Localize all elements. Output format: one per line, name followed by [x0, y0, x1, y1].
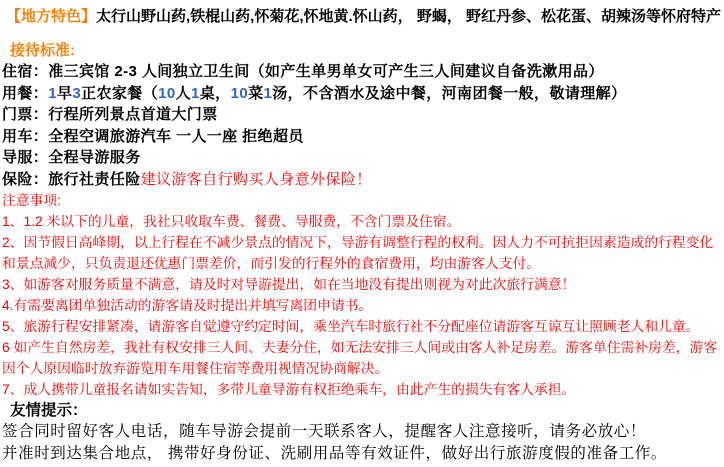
meals-number: 1: [263, 84, 273, 102]
notice-item: 3、如游客对服务质量不满意，请及时对导游提出，如在当地没有提出则视为对此次旅行满意！: [2, 277, 576, 292]
bus-text: 全程空调旅游汽车 一人一座 拒绝超员: [48, 127, 304, 145]
local-specialty-text: 太行山野山药,铁棍山药,怀菊花,怀地黄.怀山药， 野蝎， 野红丹参、松花蛋、胡辣汤等怀府特产: [96, 8, 722, 25]
insurance-warning: 建议游客自行购买人身意外保险！: [140, 170, 372, 188]
insurance-label: 保险：: [2, 170, 49, 188]
meals-number: 3: [72, 84, 82, 102]
notice-item: 6 如产生自然房差，我社有权安排三人间、夫妻分住，如无法安排三人间或由客人补足房差。游客单住需补房差，游客因个人原因临时放弃游览用车用餐住宿等费用视情况协商解决。: [2, 340, 718, 376]
meals-text: 汤，不含酒水及途中餐，河南团餐一般，敬请理解）: [272, 84, 627, 102]
tickets-text: 行程所列景点首道大门票: [48, 106, 218, 123]
meals-label: 用餐：: [2, 84, 49, 102]
lodging-label: 住宿：: [2, 63, 49, 80]
insurance-line: [2, 169, 724, 191]
friendly-reminder-title: 友情提示：: [10, 402, 88, 419]
bus-line: [2, 126, 724, 148]
insurance-text: 旅行社责任险: [48, 170, 141, 188]
bus-label: 用车：: [2, 127, 49, 145]
lodging-text: 准三宾馆 2-3 人间独立卫生间（如产生单男单女可产生三人间建议自备洗漱用品）: [48, 63, 604, 80]
notice-item: 4.有需要离团单独活动的游客请及时提出并填写离团申请书。: [2, 298, 373, 313]
guide-text: 全程导游服务: [48, 149, 141, 166]
meals-text: 正农家餐（: [81, 84, 159, 102]
notices-title: 注意事项:: [2, 193, 62, 208]
friendly-reminder-line: 并准时到达集合地点， 携带好身份证、洗刷用品等有效证件，做好出行旅游度假的准备工作。: [2, 444, 668, 462]
lodging-line: [2, 61, 724, 83]
meals-number: 10: [230, 84, 249, 102]
meals-text: 早: [56, 84, 73, 102]
tickets-line: [2, 104, 724, 126]
notice-item: 1、1.2 米以下的儿童，我社只收取车费、餐费、导服费，不含门票及住宿。: [2, 214, 461, 229]
reception-standard-title: 接待标准:: [10, 42, 75, 59]
meals-text: 人: [175, 84, 192, 102]
guide-label: 导服：: [2, 149, 49, 166]
friendly-reminder-line: 签合同时留好客人电话，随车导游会提前一天联系客人，提醒客人注意接听，请务必放心！: [2, 423, 647, 440]
guide-line: [2, 147, 724, 169]
tickets-label: 门票：: [2, 106, 49, 123]
notice-item: 7、成人携带儿童报名请如实告知，多带儿童导游有权拒绝乘车，由此产生的损失有客人承担。: [2, 382, 576, 397]
meals-text: 菜: [248, 84, 264, 102]
notices-section: [2, 190, 724, 400]
notice-item: 2、因节假日高峰期，以上行程在不减少景点的情况下，导游有调整行程的权利。因人力不可抗拒因素造成的行程变化和景点减少，只负责退还优惠门票差价，而引发的行程外的食宿费用，均由游客人支付。: [2, 235, 714, 271]
meals-number: 10: [158, 84, 176, 102]
meals-line: [2, 83, 724, 105]
notice-item: 5、旅游行程安排紧凑，请游客自觉遵守约定时间，乘坐汽车时旅行社不分配座位请游客互谅互让照顾老人和儿童。: [2, 319, 700, 334]
local-specialty-tag: 【地方特色】: [6, 8, 97, 25]
local-specialty-line: [6, 6, 724, 27]
meals-text: 桌，: [199, 84, 231, 102]
meals-number: 1: [48, 84, 57, 102]
meals-number: 1: [191, 84, 200, 102]
